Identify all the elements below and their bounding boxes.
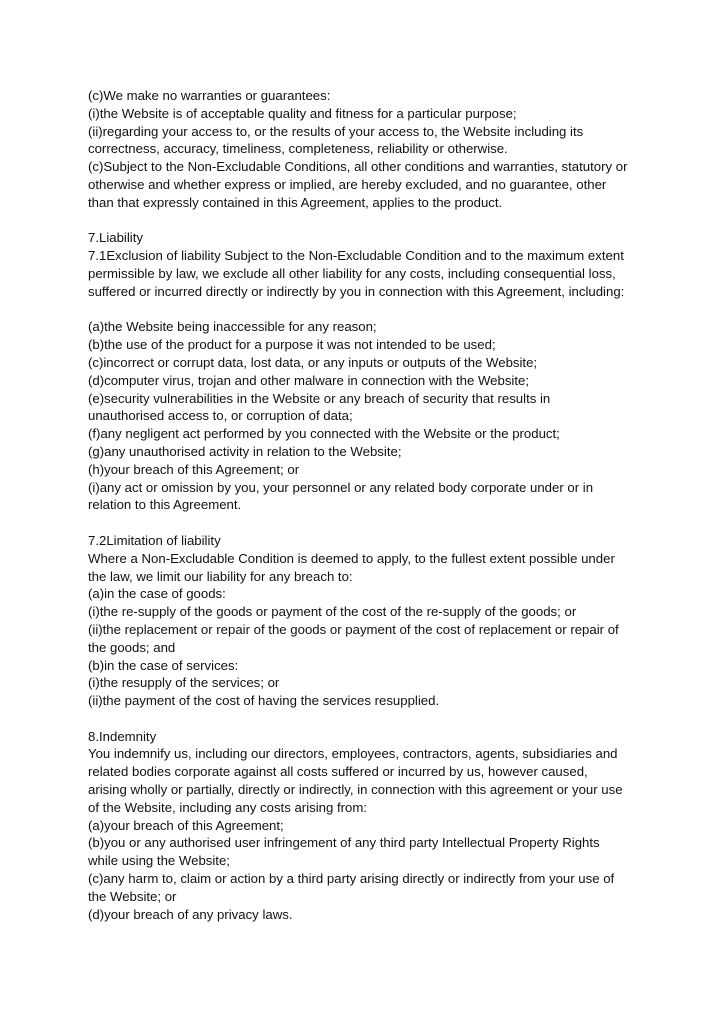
document-body — [88, 87, 648, 923]
liability-intro-line: permissible by law, we exclude all other liability for any costs, including consequential loss, — [88, 265, 616, 281]
indemnity-line: the Website; or — [88, 888, 177, 904]
indemnity-line: (d)your breach of any privacy laws. — [88, 906, 293, 922]
paragraph-gap — [88, 514, 648, 532]
liability-list-item: (c)incorrect or corrupt data, lost data, or any inputs or outputs of the Website; — [88, 354, 538, 370]
liability-list-item: (g)any unauthorised activity in relation to the Website; — [88, 443, 402, 459]
limitation-line: (i)the re-supply of the goods or payment of the cost of the re-supply of the goods; or — [88, 604, 577, 620]
paragraph-gap — [88, 301, 648, 319]
warranties-line: (ii)regarding your access to, or the results of your access to, the Website including its — [88, 123, 584, 139]
liability-list-item: (d)computer virus, trojan and other malware in connection with the Website; — [88, 372, 530, 388]
limitation-line: (b)in the case of services: — [88, 657, 239, 673]
indemnity-line: while using the Website; — [88, 853, 230, 869]
liability-list-item: (b)the use of the product for a purpose it was not intended to be used; — [88, 337, 496, 353]
limitation-line: (ii)the replacement or repair of the goods or payment of the cost of replacement or repair of — [88, 621, 619, 637]
indemnity-line: (a)your breach of this Agreement; — [88, 817, 284, 833]
limitation-line: (i)the resupply of the services; or — [88, 675, 280, 691]
liability-list-item: (h)your breach of this Agreement; or — [88, 461, 300, 477]
liability-list-item: (a)the Website being inaccessible for any reason; — [88, 319, 377, 335]
indemnity-section — [88, 728, 648, 924]
warranties-line: (c)We make no warranties or guarantees: — [88, 88, 331, 103]
liability-list-item: relation to this Agreement. — [88, 497, 242, 513]
limitation-heading: 7.2Limitation of liability — [88, 532, 221, 548]
limitation-line: the law, we limit our liability for any breach to: — [88, 568, 353, 584]
limitation-section — [88, 532, 648, 710]
liability-intro-line: suffered or incurred directly or indirectly by you in connection with this Agreement, including: — [88, 283, 625, 299]
indemnity-line: (b)you or any authorised user infringement of any third party Intellectual Property Rights — [88, 835, 600, 851]
limitation-line: (ii)the payment of the cost of having the services resupplied. — [88, 693, 440, 709]
indemnity-heading: 8.Indemnity — [88, 728, 157, 744]
indemnity-line: You indemnify us, including our directors, employees, contractors, agents, subsidiaries and — [88, 746, 618, 762]
warranties-section — [88, 87, 648, 212]
indemnity-line: arising wholly or partially, directly or indirectly, in connection with this agreement or your use — [88, 782, 623, 798]
warranties-line: otherwise and whether express or implied, are hereby excluded, and no guarantee, other — [88, 176, 607, 192]
liability-section — [88, 229, 648, 514]
warranties-line: correctness, accuracy, timeliness, completeness, reliability or otherwise. — [88, 141, 508, 157]
limitation-line: the goods; and — [88, 639, 176, 655]
limitation-line: (a)in the case of goods: — [88, 586, 226, 602]
liability-list-item: (f)any negligent act performed by you connected with the Website or the product; — [88, 426, 560, 442]
liability-intro-line: 7.1Exclusion of liability Subject to the Non-Excludable Condition and to the maximum extent — [88, 248, 624, 264]
warranties-line: (i)the Website is of acceptable quality and fitness for a particular purpose; — [88, 105, 517, 121]
liability-heading: 7.Liability — [88, 230, 143, 246]
indemnity-line: of the Website, including any costs arising from: — [88, 799, 368, 815]
indemnity-line: (c)any harm to, claim or action by a third party arising directly or indirectly from your use of — [88, 871, 615, 887]
indemnity-line: related bodies corporate against all costs suffered or incurred by us, however caused, — [88, 764, 588, 780]
paragraph-gap — [88, 212, 648, 230]
paragraph-gap — [88, 710, 648, 728]
warranties-line: than that expressly contained in this Agreement, applies to the product. — [88, 194, 503, 210]
warranties-line: (c)Subject to the Non-Excludable Conditions, all other conditions and warranties, statutory or — [88, 159, 628, 175]
liability-list-item: unauthorised access to, or corruption of data; — [88, 408, 353, 424]
liability-list-item: (e)security vulnerabilities in the Website or any breach of security that results in — [88, 390, 551, 406]
limitation-line: Where a Non-Excludable Condition is deemed to apply, to the fullest extent possible under — [88, 550, 615, 566]
liability-list-item: (i)any act or omission by you, your personnel or any related body corporate under or in — [88, 479, 594, 495]
